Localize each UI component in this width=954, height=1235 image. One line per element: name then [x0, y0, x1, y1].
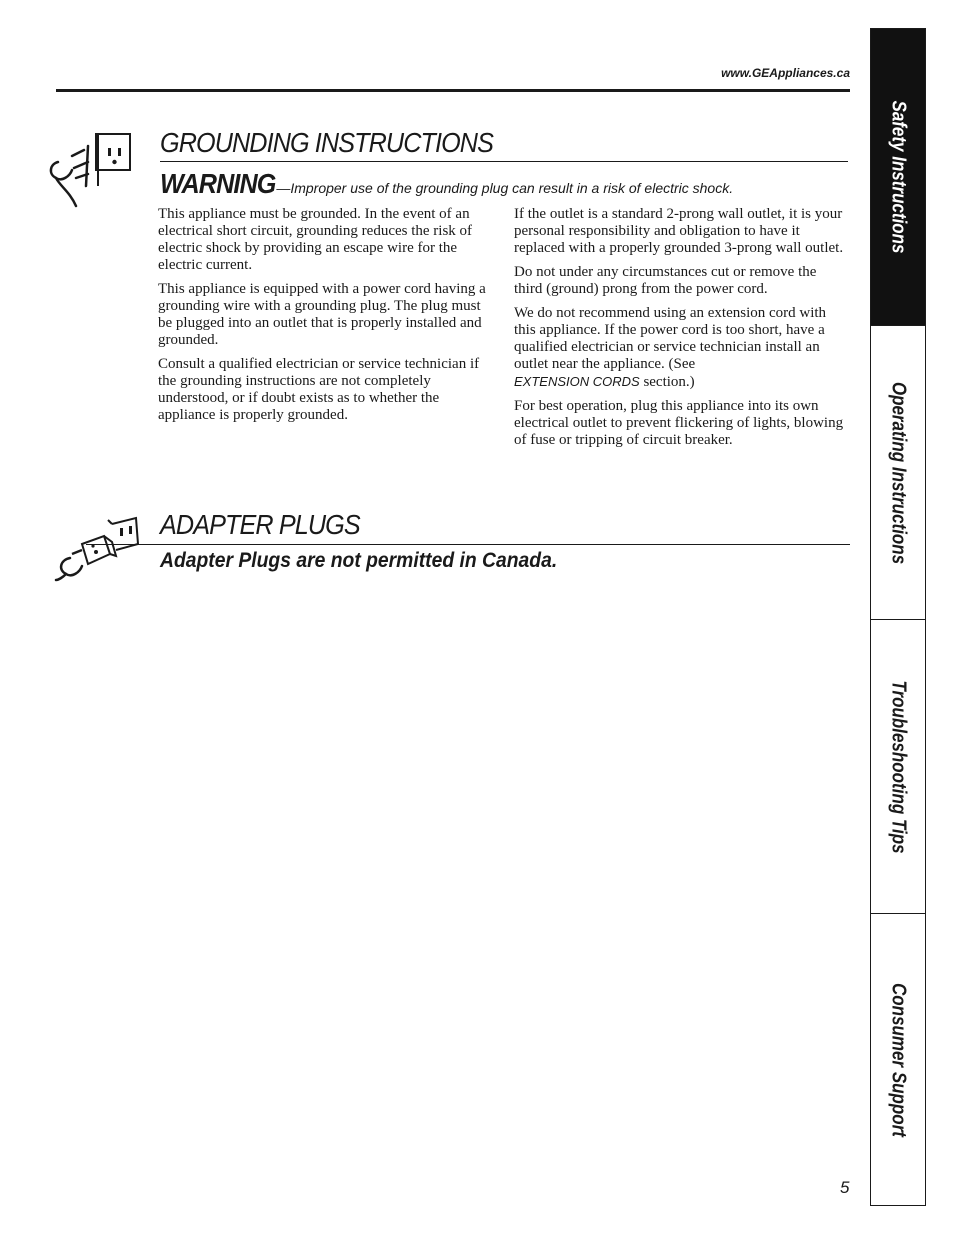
paragraph-text: section.)	[643, 374, 695, 390]
warning-label: WARNING	[160, 168, 276, 199]
warning-line	[160, 168, 733, 200]
grounding-instructions-title: GROUNDING INSTRUCTIONS	[160, 127, 493, 158]
paragraph: If the outlet is a standard 2-prong wall outlet, it is your personal responsibility and obligation to have it replaced with a properly grounded 3-prong wall outlet.	[514, 206, 844, 256]
adapter-plugs-note: Adapter Plugs are not permitted in Canada.	[160, 549, 558, 572]
paragraph-text: We do not recommend using an extension cord with this appliance. If the power cord is too short, have a qualified electrician or service technician install an outlet near the appliance. (See	[514, 305, 827, 372]
paragraph	[514, 305, 848, 391]
header-rule	[56, 89, 850, 92]
grounded-plug-outlet-icon	[44, 130, 136, 212]
warning-text: —Improper use of the grounding plug can result in a risk of electric shock.	[276, 180, 734, 196]
tab-label: Safety Instructions	[887, 100, 910, 254]
page-number: 5	[840, 1178, 850, 1197]
tab-label: Consumer Support	[887, 982, 910, 1137]
adapter-plug-icon	[52, 514, 144, 584]
website-url: www.GEAppliances.ca	[721, 66, 850, 80]
tab-troubleshooting-tips[interactable]	[871, 620, 925, 914]
adapter-title-rule	[86, 544, 850, 545]
adapter-plugs-title: ADAPTER PLUGS	[160, 509, 360, 540]
grounding-title-rule	[160, 161, 848, 162]
paragraph: This appliance is equipped with a power cord having a grounding wire with a grounding plug. The plug must be plugged into an outlet that is properly installed and grounded.	[158, 281, 486, 348]
paragraph: Do not under any circumstances cut or remove the third (ground) prong from the power cord.	[514, 264, 817, 297]
tab-operating-instructions[interactable]	[871, 326, 925, 620]
extension-cords-reference: EXTENSION CORDS	[514, 374, 640, 389]
section-tabs	[870, 28, 926, 1206]
tab-label: Operating Instructions	[887, 381, 910, 564]
paragraph: Consult a qualified electrician or service technician if the grounding instructions are not completely understood, or if doubt exists as to whether the appliance is properly grounded.	[158, 356, 480, 423]
tab-consumer-support[interactable]	[871, 914, 925, 1205]
grounding-column-right	[514, 206, 848, 456]
paragraph: This appliance must be grounded. In the event of an electrical short circuit, grounding reduces the risk of electric shock by providing an escape wire for the electric current.	[158, 206, 473, 273]
tab-label: Troubleshooting Tips	[887, 679, 910, 854]
grounding-column-left	[158, 206, 492, 431]
paragraph: For best operation, plug this appliance into its own electrical outlet to prevent flickering of lights, blowing of fuse or tripping of circuit breaker.	[514, 398, 844, 448]
tab-safety-instructions[interactable]	[871, 29, 925, 326]
